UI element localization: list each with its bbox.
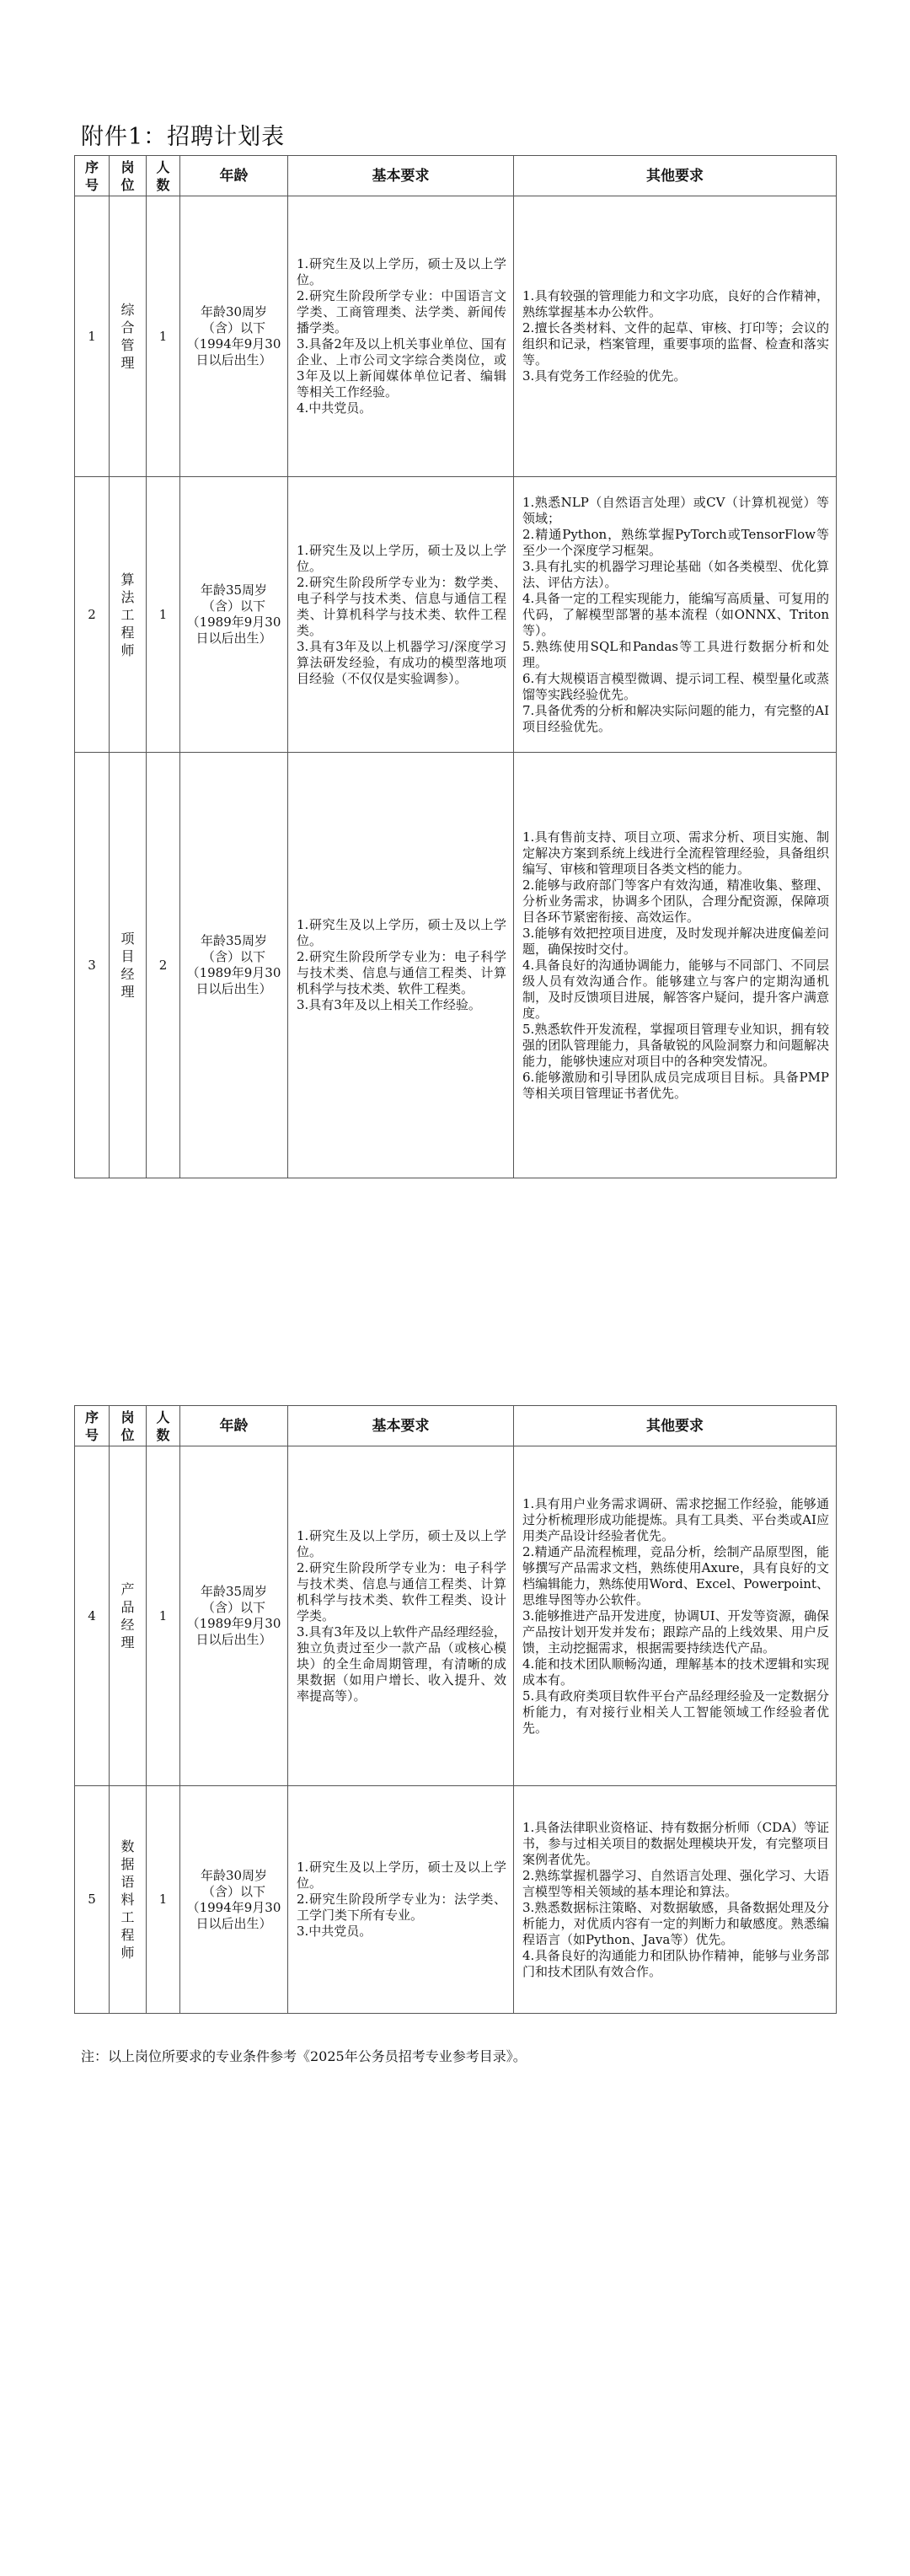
row-basic-requirements — [288, 196, 514, 477]
requirement-item: 4.具备一定的工程实现能力，能编写高质量、可复用的代码，了解模型部署的基本流程（如ONNX、Triton等）。 — [522, 590, 829, 638]
requirement-item: 1.熟悉NLP（自然语言处理）或CV（计算机视觉）等领域； — [522, 494, 829, 526]
requirement-item: 1.研究生及以上学历，硕士及以上学位。 — [297, 1527, 506, 1559]
requirement-item: 3.熟悉数据标注策略、对数据敏感，具备数据处理及分析能力，对优质内容有一定的判断力和敏感度。熟悉编程语言（如Python、Java等）优先。 — [522, 1899, 829, 1947]
requirement-item: 2.研究生阶段所学专业为：电子科学与技术类、信息与通信工程类、计算机科学与技术类、软件工程类、设计学类。 — [297, 1559, 506, 1623]
row-basic-requirements — [288, 1786, 514, 2014]
row-age: 年龄30周岁（含）以下（1994年9月30日以后出生） — [180, 1786, 288, 2014]
header-count: 人数 — [147, 1406, 180, 1446]
requirement-item: 3.具有扎实的机器学习理论基础（如各类模型、优化算法、评估方法）。 — [522, 558, 829, 590]
header-count: 人数 — [147, 156, 180, 196]
header-no: 序号 — [75, 1406, 110, 1446]
requirement-item: 2.研究生阶段所学专业为：数学类、电子科学与技术类、信息与通信工程类、计算机科学与技术类、软件工程类。 — [297, 574, 506, 638]
recruitment-table-part-2 — [74, 1405, 837, 2014]
requirement-item: 1.具有售前支持、项目立项、需求分析、项目实施、制定解决方案到系统上线进行全流程管理经验，具备组织编写、审核和管理项目各类文档的能力。 — [522, 829, 829, 877]
footnote: 注：以上岗位所要求的专业条件参考《2025年公务员招考专业参考目录》。 — [81, 2048, 527, 2064]
requirement-item: 6.能够激励和引导团队成员完成项目目标。具备PMP等相关项目管理证书者优先。 — [522, 1069, 829, 1101]
table-row — [75, 1786, 837, 2014]
requirement-item: 1.研究生及以上学历，硕士及以上学位。 — [297, 542, 506, 574]
row-other-requirements — [514, 1786, 837, 2014]
requirement-item: 2.精通Python，熟练掌握PyTorch或TensorFlow等至少一个深度学习框架。 — [522, 526, 829, 558]
requirement-item: 1.研究生及以上学历，硕士及以上学位。 — [297, 917, 506, 948]
row-no: 3 — [75, 753, 110, 1178]
table-header-row — [75, 1406, 837, 1446]
requirement-item: 1.具有较强的管理能力和文字功底，良好的合作精神，熟练掌握基本办公软件。 — [522, 288, 829, 319]
row-count: 1 — [147, 477, 180, 753]
row-age: 年龄30周岁（含）以下（1994年9月30日以后出生） — [180, 196, 288, 477]
requirement-item: 4.中共党员。 — [297, 400, 372, 416]
requirement-item: 5.熟悉软件开发流程，掌握项目管理专业知识，拥有较强的团队管理能力，具备敏锐的风险洞察力和问题解决能力，能够快速应对项目中的各种突发情况。 — [522, 1021, 829, 1069]
header-other-requirements: 其他要求 — [514, 156, 837, 196]
row-count: 1 — [147, 196, 180, 477]
requirement-item: 5.具有政府类项目软件平台产品经理经验及一定数据分析能力，有对接行业相关人工智能领域工作经验者优先。 — [522, 1688, 829, 1736]
header-other-requirements: 其他要求 — [514, 1406, 837, 1446]
requirement-item: 2.精通产品流程梳理，竞品分析，绘制产品原型图，能够撰写产品需求文档，熟练使用Axure，具有良好的文档编辑能力，熟练使用Word、Excel、Powerpoint、思维导图等办公软件。 — [522, 1543, 829, 1607]
requirement-item: 1.研究生及以上学历，硕士及以上学位。 — [297, 1860, 506, 1891]
row-position: 算法工程师 — [110, 477, 147, 753]
row-no: 4 — [75, 1446, 110, 1786]
requirement-item: 3.能够有效把控项目进度，及时发现并解决进度偏差问题，确保按时交付。 — [522, 925, 829, 957]
requirement-item: 3.能够推进产品开发进度，协调UI、开发等资源，确保产品按计划开发并发布；跟踪产品的上线效果、用户反馈，主动挖掘需求，根据需要持续迭代产品。 — [522, 1607, 829, 1656]
row-count: 1 — [147, 1786, 180, 2014]
requirement-item: 2.熟练掌握机器学习、自然语言处理、强化学习、大语言模型等相关领域的基本理论和算法。 — [522, 1867, 829, 1899]
requirement-item: 5.熟练使用SQL和Pandas等工具进行数据分析和处理。 — [522, 638, 829, 670]
requirement-item: 2.研究生阶段所学专业为：电子科学与技术类、信息与通信工程类、计算机科学与技术类、软件工程类。 — [297, 949, 506, 996]
table-row — [75, 196, 837, 477]
header-age: 年龄 — [180, 156, 288, 196]
requirement-item: 3.中共党员。 — [297, 1924, 372, 1939]
row-other-requirements — [514, 196, 837, 477]
row-age: 年龄35周岁（含）以下（1989年9月30日以后出生） — [180, 753, 288, 1178]
table-header-row — [75, 156, 837, 196]
requirement-item: 7.具备优秀的分析和解决实际问题的能力，有完整的AI项目经验优先。 — [522, 702, 829, 734]
header-position: 岗位 — [110, 1406, 147, 1446]
requirement-item: 2.研究生阶段所学专业为：法学类、工学门类下所有专业。 — [297, 1892, 506, 1923]
requirement-item: 6.有大规模语言模型微调、提示词工程、模型量化或蒸馏等实践经验优先。 — [522, 670, 829, 702]
table-row — [75, 477, 837, 753]
row-other-requirements — [514, 477, 837, 753]
header-position: 岗位 — [110, 156, 147, 196]
row-position: 数据语料工程师 — [110, 1786, 147, 2014]
row-position: 综合管理 — [110, 196, 147, 477]
header-basic-requirements: 基本要求 — [288, 1406, 514, 1446]
requirement-item: 1.具有用户业务需求调研、需求挖掘工作经验，能够通过分析梳理形成功能提炼。具有工具类、平台类或AI应用类产品设计经验者优先。 — [522, 1495, 829, 1543]
header-no: 序号 — [75, 156, 110, 196]
requirement-item: 1.具备法律职业资格证、持有数据分析师（CDA）等证书，参与过相关项目的数据处理模块开发，有完整项目案例者优先。 — [522, 1819, 829, 1867]
requirement-item: 3.具有3年及以上机器学习/深度学习算法研发经验，有成功的模型落地项目经验（不仅仅是实验调参）。 — [297, 638, 506, 686]
requirement-item: 3.具有3年及以上软件产品经理经验，独立负责过至少一款产品（或核心模块）的全生命周期管理，有清晰的成果数据（如用户增长、收入提升、效率提高等）。 — [297, 1623, 506, 1704]
row-position: 项目经理 — [110, 753, 147, 1178]
row-no: 5 — [75, 1786, 110, 2014]
requirement-item: 2.研究生阶段所学专业：中国语言文学类、工商管理类、法学类、新闻传播学类。 — [297, 288, 506, 335]
row-basic-requirements — [288, 753, 514, 1178]
row-age: 年龄35周岁（含）以下（1989年9月30日以后出生） — [180, 477, 288, 753]
row-no: 2 — [75, 477, 110, 753]
page-title: 附件1：招聘计划表 — [81, 124, 286, 150]
row-other-requirements — [514, 753, 837, 1178]
requirement-item: 3.具备2年及以上机关事业单位、国有企业、上市公司文字综合类岗位，或3年及以上新闻媒体单位记者、编辑等相关工作经验。 — [297, 336, 506, 400]
requirement-item: 4.具备良好的沟通能力和团队协作精神，能够与业务部门和技术团队有效合作。 — [522, 1947, 829, 1979]
row-no: 1 — [75, 196, 110, 477]
row-other-requirements — [514, 1446, 837, 1786]
row-position: 产品经理 — [110, 1446, 147, 1786]
row-count: 1 — [147, 1446, 180, 1786]
requirement-item: 1.研究生及以上学历，硕士及以上学位。 — [297, 256, 506, 287]
requirement-item: 3.具有3年及以上相关工作经验。 — [297, 997, 481, 1012]
row-basic-requirements — [288, 477, 514, 753]
requirement-item: 4.能和技术团队顺畅沟通，理解基本的技术逻辑和实现成本有。 — [522, 1656, 829, 1688]
header-age: 年龄 — [180, 1406, 288, 1446]
table-row — [75, 753, 837, 1178]
row-age: 年龄35周岁（含）以下（1989年9月30日以后出生） — [180, 1446, 288, 1786]
requirement-item: 2.能够与政府部门等客户有效沟通，精准收集、整理、分析业务需求，协调多个团队，合理分配资源，保障项目各环节紧密衔接、高效运作。 — [522, 877, 829, 925]
header-basic-requirements: 基本要求 — [288, 156, 514, 196]
row-count: 2 — [147, 753, 180, 1178]
recruitment-table-part-1 — [74, 155, 837, 1178]
requirement-item: 4.具备良好的沟通协调能力，能够与不同部门、不同层级人员有效沟通合作。能够建立与客户的定期沟通机制，及时反馈项目进展，解答客户疑问，提升客户满意度。 — [522, 957, 829, 1021]
requirement-item: 3.具有党务工作经验的优先。 — [522, 368, 687, 384]
table-row — [75, 1446, 837, 1786]
row-basic-requirements — [288, 1446, 514, 1786]
requirement-item: 2.擅长各类材料、文件的起草、审核、打印等；会议的组织和记录，档案管理，重要事项的监督、检查和落实等。 — [522, 320, 829, 368]
